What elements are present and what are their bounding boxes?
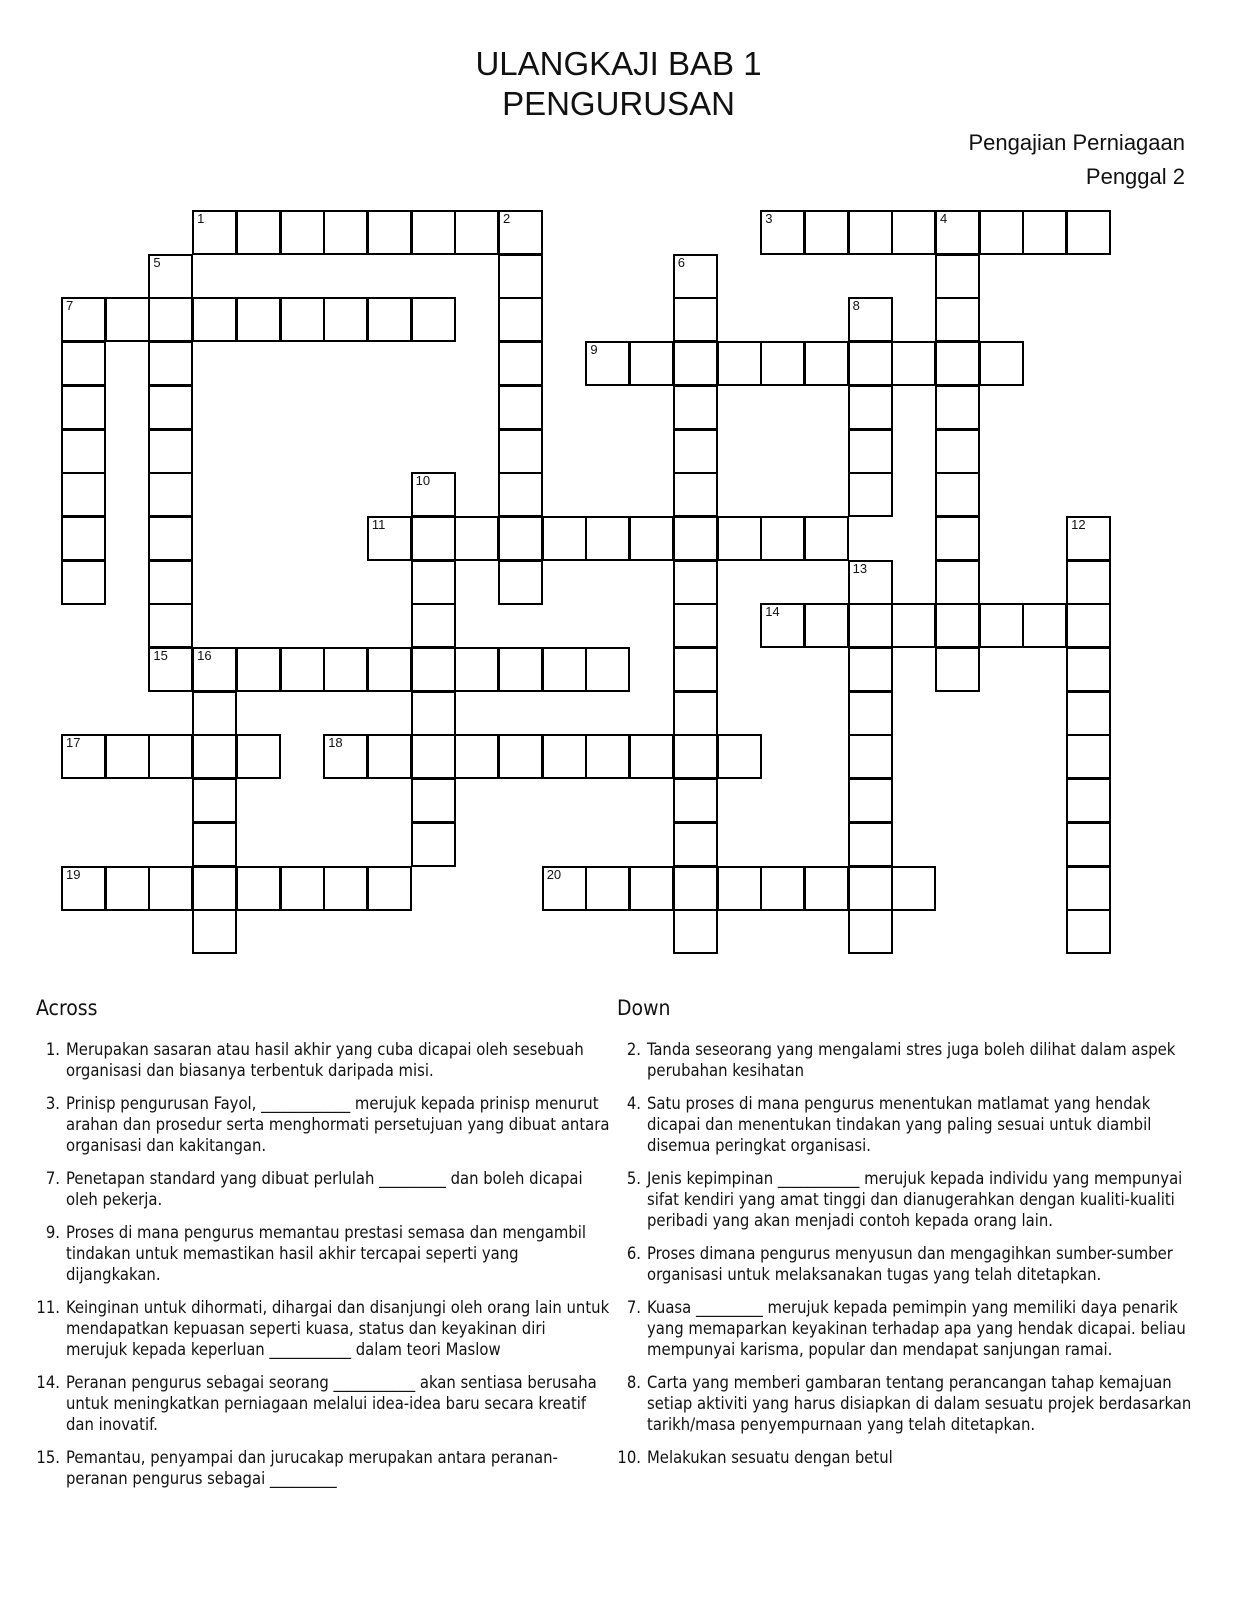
crossword-cell[interactable] [848, 909, 893, 954]
clue-number: 9. [45, 1223, 60, 1242]
crossword-cell[interactable] [848, 603, 893, 648]
crossword-cell[interactable] [1066, 210, 1111, 255]
crossword-cell[interactable] [323, 866, 368, 911]
crossword-cell[interactable] [717, 734, 762, 779]
crossword-cell[interactable] [105, 297, 150, 342]
crossword-cell[interactable] [935, 472, 980, 517]
clue-number: 2. [626, 1040, 641, 1059]
crossword-cell[interactable] [367, 210, 412, 255]
crossword-cell[interactable] [192, 734, 237, 779]
crossword-cell[interactable] [236, 866, 281, 911]
crossword-cell[interactable] [192, 778, 237, 823]
crossword-cell[interactable] [498, 297, 543, 342]
down-clue [617, 1447, 1192, 1468]
crossword-cell[interactable] [192, 822, 237, 867]
crossword-cell[interactable] [935, 560, 980, 605]
across-clue [36, 1093, 611, 1156]
clue-text: Satu proses di mana pengurus menentukan matlamat yang hendak dicapai dan menentukan tindakan yang paling sesuai untuk diambil disemua peringkat organisasi. [647, 1094, 1152, 1155]
clue-number-label: 14 [765, 604, 780, 620]
crossword-cell[interactable] [1066, 560, 1111, 605]
crossword-cell[interactable] [411, 822, 456, 867]
clue-number-label: 15 [153, 648, 168, 663]
clue-text: Jenis kepimpinan ___________ merujuk kepada individu yang mempunyai sifat kendiri yang amat tinggi dan dianugerahkan dengan kualiti-kualiti peribadi yang akan menjadi contoh kepada orang lain. [647, 1169, 1183, 1230]
crossword-cell[interactable] [498, 516, 543, 561]
crossword-cell[interactable] [935, 341, 980, 386]
crossword-cell[interactable] [673, 734, 718, 779]
clue-text: Tanda seseorang yang mengalami stres juga boleh dilihat dalam aspek perubahan kesihatan [647, 1040, 1176, 1080]
crossword-cell[interactable] [629, 341, 674, 386]
crossword-cell[interactable] [148, 603, 193, 648]
crossword-cell[interactable] [935, 254, 980, 299]
crossword-cell[interactable] [629, 866, 674, 911]
crossword-cell[interactable] [935, 385, 980, 430]
crossword-cell[interactable] [673, 516, 718, 561]
crossword-cell[interactable] [454, 647, 499, 692]
crossword-cell[interactable] [629, 734, 674, 779]
crossword-cell[interactable] [935, 603, 980, 648]
clue-text: Proses dimana pengurus menyusun dan mengagihkan sumber-sumber organisasi untuk melaksanakan tugas yang telah ditetapkan. [647, 1244, 1173, 1284]
crossword-cell[interactable] [1066, 822, 1111, 867]
crossword-cell[interactable] [411, 778, 456, 823]
crossword-cell[interactable] [61, 385, 106, 430]
crossword-cell[interactable] [804, 341, 849, 386]
crossword-cell[interactable] [542, 516, 587, 561]
crossword-cell[interactable] [148, 734, 193, 779]
crossword-cell[interactable] [280, 297, 325, 342]
crossword-cell[interactable] [148, 429, 193, 474]
crossword-cell[interactable] [367, 734, 412, 779]
crossword-cell[interactable] [367, 647, 412, 692]
crossword-cell[interactable] [61, 341, 106, 386]
crossword-cell[interactable] [61, 472, 106, 517]
down-heading: Down [617, 996, 671, 1020]
crossword-cell[interactable] [542, 734, 587, 779]
crossword-cell[interactable] [673, 909, 718, 954]
crossword-cell[interactable] [192, 691, 237, 736]
clue-number: 5. [626, 1169, 641, 1188]
across-clue [36, 1297, 611, 1360]
crossword-cell[interactable] [148, 297, 193, 342]
clue-text: Pemantau, penyampai dan jurucakap merupakan antara peranan-peranan pengurus sebagai _________ [66, 1448, 558, 1488]
crossword-cell[interactable] [61, 560, 106, 605]
crossword-cell[interactable] [673, 647, 718, 692]
crossword-cell[interactable] [673, 472, 718, 517]
crossword-cell[interactable] [61, 429, 106, 474]
crossword-cell[interactable] [891, 866, 936, 911]
across-clues [36, 995, 611, 1501]
crossword-cell[interactable] [848, 691, 893, 736]
crossword-cell[interactable] [717, 516, 762, 561]
crossword-cell[interactable] [760, 866, 805, 911]
crossword-cell[interactable] [498, 385, 543, 430]
crossword-cell[interactable] [411, 647, 456, 692]
crossword-cell[interactable] [411, 560, 456, 605]
crossword-cell[interactable] [498, 560, 543, 605]
crossword-cell[interactable] [848, 866, 893, 911]
across-clue [36, 1222, 611, 1285]
crossword-cell[interactable] [673, 341, 718, 386]
clue-number-label: 17 [66, 735, 81, 751]
crossword-cell[interactable] [1022, 603, 1067, 648]
clue-text: Merupakan sasaran atau hasil akhir yang cuba dicapai oleh sesebuah organisasi dan biasanya terbentuk daripada misi. [66, 1040, 584, 1080]
crossword-cell[interactable] [280, 866, 325, 911]
clue-number-label: 5 [153, 254, 161, 270]
crossword-cell[interactable] [148, 560, 193, 605]
clue-text: Penetapan standard yang dibuat perlulah _________ dan boleh dicapai oleh pekerja. [66, 1169, 583, 1209]
crossword-cell[interactable] [585, 734, 630, 779]
crossword-cell[interactable] [498, 341, 543, 386]
crossword-cell[interactable] [891, 341, 936, 386]
clue-number-label: 9 [590, 342, 598, 358]
clue-number-label: 16 [197, 648, 212, 663]
clue-text: Melakukan sesuatu dengan betul [647, 1448, 893, 1467]
clue-number-label: 3 [765, 211, 773, 226]
subject-name: Pengajian Perniagaan [968, 130, 1185, 155]
crossword-cell[interactable] [717, 866, 762, 911]
crossword-cell[interactable] [411, 734, 456, 779]
crossword-cell[interactable] [848, 778, 893, 823]
clue-number-label: 4 [940, 211, 948, 226]
crossword-cell[interactable] [848, 429, 893, 474]
clue-number-label: 6 [677, 254, 686, 270]
crossword-cell[interactable] [411, 603, 456, 648]
crossword-cell[interactable] [454, 734, 499, 779]
crossword-cell[interactable] [454, 210, 499, 255]
clue-number-label: 12 [1071, 516, 1086, 532]
clue-text: Peranan pengurus sebagai seorang ___________ akan sentiasa berusaha untuk meningkatkan perniagaan melalui idea-idea baru secara kreatif dan inovatif. [66, 1373, 597, 1434]
crossword-cell[interactable] [673, 603, 718, 648]
clue-number: 11. [36, 1298, 60, 1317]
clue-number-label: 1 [197, 211, 205, 226]
crossword-cell[interactable] [848, 734, 893, 779]
crossword-cell[interactable] [367, 297, 412, 342]
clue-number-label: 11 [371, 516, 386, 532]
clue-number: 1. [45, 1040, 60, 1059]
crossword-cell[interactable] [236, 297, 281, 342]
crossword-cell[interactable] [323, 297, 368, 342]
crossword-cell[interactable] [148, 472, 193, 517]
crossword-cell[interactable] [323, 210, 368, 255]
crossword-cell[interactable] [1066, 778, 1111, 823]
crossword-cell[interactable] [848, 341, 893, 386]
crossword-cell[interactable] [498, 254, 543, 299]
crossword-cell[interactable] [891, 603, 936, 648]
clue-number: 10. [617, 1448, 641, 1467]
crossword-cell[interactable] [673, 385, 718, 430]
down-clue [617, 1372, 1192, 1435]
crossword-cell[interactable] [935, 516, 980, 561]
crossword-cell[interactable] [979, 210, 1024, 255]
down-clues [617, 995, 1192, 1480]
clue-number-label: 18 [328, 735, 343, 751]
crossword-cell[interactable] [673, 691, 718, 736]
crossword-cell[interactable] [848, 210, 893, 255]
crossword-cell[interactable] [848, 385, 893, 430]
crossword-cell[interactable] [148, 385, 193, 430]
crossword-cell[interactable] [498, 734, 543, 779]
clue-number-label: 19 [66, 866, 81, 882]
crossword-cell[interactable] [1066, 734, 1111, 779]
clue-text: Keinginan untuk dihormati, dihargai dan disanjungi oleh orang lain untuk mendapatkan kepuasan seperti kuasa, status dan keyakinan diri merujuk kepada keperluan ___________ dalam teori Maslow [66, 1298, 610, 1359]
clue-text: Prinisp pengurusan Fayol, ____________ merujuk kepada prinisp menurut arahan dan prosedur serta menghormati persetujuan yang dibuat antara organisasi dan kakitangan. [66, 1094, 610, 1155]
crossword-cell[interactable] [105, 866, 150, 911]
crossword-cell[interactable] [498, 429, 543, 474]
crossword-cell[interactable] [1066, 866, 1111, 911]
clue-number: 8. [626, 1373, 641, 1392]
crossword-cell[interactable] [454, 516, 499, 561]
crossword-cell[interactable] [411, 516, 456, 561]
crossword-cell[interactable] [192, 909, 237, 954]
across-clue [36, 1447, 611, 1489]
crossword-cell[interactable] [1066, 647, 1111, 692]
crossword-cell[interactable] [1066, 603, 1111, 648]
crossword-cell[interactable] [1022, 210, 1067, 255]
crossword-cell[interactable] [760, 516, 805, 561]
crossword-cell[interactable] [585, 516, 630, 561]
clue-number-label: 2 [503, 211, 511, 226]
clue-number: 7. [45, 1169, 60, 1188]
crossword-cell[interactable] [498, 472, 543, 517]
down-clue [617, 1243, 1192, 1285]
clue-text: Kuasa _________ merujuk kepada pemimpin yang memiliki daya penarik yang memaparkan keyakinan terhadap apa yang hendak dicapai. beliau mempunyai karisma, popular dan mendapat sanjungan ramai. [647, 1298, 1186, 1359]
down-clue [617, 1297, 1192, 1360]
down-clue [617, 1093, 1192, 1156]
crossword-cell[interactable] [280, 647, 325, 692]
crossword-cell[interactable] [280, 210, 325, 255]
clue-text: Proses di mana pengurus memantau prestasi semasa dan mengambil tindakan untuk memastikan hasil akhir tercapai seperti yang dijangkakan. [66, 1223, 587, 1284]
clue-number: 14. [36, 1373, 60, 1392]
worksheet-subtitle: PENGURUSAN [502, 85, 735, 122]
crossword-cell[interactable] [148, 516, 193, 561]
crossword-cell[interactable] [673, 866, 718, 911]
crossword-cell[interactable] [1066, 909, 1111, 954]
crossword-cell[interactable] [804, 866, 849, 911]
crossword-cell[interactable] [542, 647, 587, 692]
crossword-cell[interactable] [148, 866, 193, 911]
crossword-cell[interactable] [236, 734, 281, 779]
clue-number: 6. [626, 1244, 641, 1263]
clue-number-label: 7 [66, 298, 74, 314]
crossword-cell[interactable] [585, 866, 630, 911]
crossword-cell[interactable] [105, 734, 150, 779]
crossword-cell[interactable] [192, 866, 237, 911]
crossword-cell[interactable] [935, 297, 980, 342]
crossword-cell[interactable] [673, 429, 718, 474]
clue-number-label: 20 [546, 866, 562, 882]
crossword-cell[interactable] [979, 603, 1024, 648]
crossword-cell[interactable] [236, 647, 281, 692]
clue-text: Carta yang memberi gambaran tentang perancangan tahap kemajuan setiap aktiviti yang harus disiapkan di dalam sesuatu projek berdasarkan tarikh/masa penyempurnaan yang telah ditetapkan. [647, 1373, 1192, 1434]
crossword-cell[interactable] [673, 560, 718, 605]
crossword-cell[interactable] [935, 429, 980, 474]
clue-number: 4. [626, 1094, 641, 1113]
crossword-cell[interactable] [804, 603, 849, 648]
crossword-cell[interactable] [935, 647, 980, 692]
down-clue [617, 1039, 1192, 1081]
crossword-cell[interactable] [673, 297, 718, 342]
crossword-cell[interactable] [585, 647, 630, 692]
across-clue [36, 1039, 611, 1081]
crossword-cell[interactable] [148, 341, 193, 386]
crossword-cell[interactable] [629, 516, 674, 561]
crossword-cell[interactable] [848, 647, 893, 692]
crossword-cell[interactable] [61, 516, 106, 561]
across-heading: Across [36, 996, 98, 1020]
crossword-cell[interactable] [411, 297, 456, 342]
clue-number-label: 10 [415, 473, 431, 489]
across-clue [36, 1372, 611, 1435]
crossword-cell[interactable] [192, 297, 237, 342]
crossword-cell[interactable] [323, 647, 368, 692]
crossword-cell[interactable] [236, 210, 281, 255]
subject-term: Penggal 2 [1085, 164, 1185, 189]
worksheet-title: ULANGKAJI BAB 1 [475, 45, 762, 82]
crossword-cell[interactable] [760, 341, 805, 386]
clue-number: 7. [626, 1298, 641, 1317]
crossword-cell[interactable] [1066, 691, 1111, 736]
crossword-cell[interactable] [411, 210, 456, 255]
crossword-cell[interactable] [804, 516, 849, 561]
down-clue [617, 1168, 1192, 1231]
clue-number-label: 8 [852, 298, 860, 314]
crossword-cell[interactable] [891, 210, 936, 255]
crossword-cell[interactable] [804, 210, 849, 255]
crossword-cell[interactable] [367, 866, 412, 911]
crossword-cell[interactable] [979, 341, 1024, 386]
clue-number: 3. [45, 1094, 60, 1113]
across-clue [36, 1168, 611, 1210]
crossword-cell[interactable] [673, 822, 718, 867]
crossword-cell[interactable] [848, 822, 893, 867]
crossword-cell[interactable] [411, 691, 456, 736]
clue-number: 15. [36, 1448, 60, 1467]
clue-number-label: 13 [852, 560, 868, 576]
crossword-cell[interactable] [717, 341, 762, 386]
crossword-cell[interactable] [498, 647, 543, 692]
crossword-cell[interactable] [848, 472, 893, 517]
crossword-cell[interactable] [673, 778, 718, 823]
